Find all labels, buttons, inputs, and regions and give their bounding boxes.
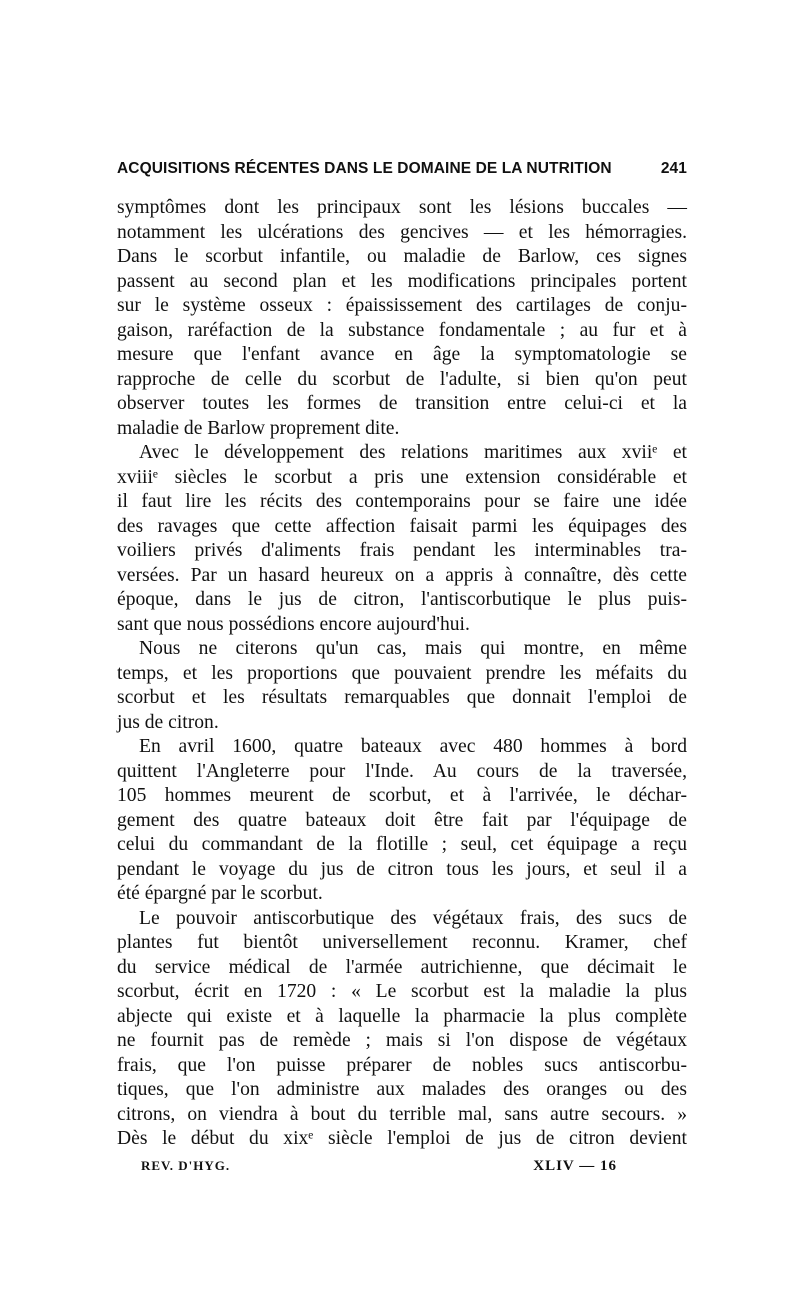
running-title: ACQUISITIONS RÉCENTES DANS LE DOMAINE DE LA NUTRITION [117, 160, 612, 177]
text-line: Le pouvoir antiscorbutique des végétaux frais, des sucs de [139, 907, 687, 929]
text-line: xviiiᵉ siècles le scorbut a pris une extension considérable et [117, 466, 687, 488]
text-line: notamment les ulcérations des gencives — et les hémorragies. [117, 221, 687, 243]
text-line: scorbut, écrit en 1720 : « Le scorbut est la maladie la plus [117, 981, 687, 1002]
text-line: Dans le scorbut infantile, ou maladie de Barlow, ces signes [117, 246, 687, 267]
page-number: 241 [660, 160, 687, 177]
text-line: scorbut et les résultats remarquables que donnait l'emploi de [117, 687, 687, 708]
text-line: pendant le voyage du jus de citron tous les jours, et seul il a [117, 858, 687, 880]
text-line: tiques, que l'on administre aux malades des oranges ou des [117, 1079, 687, 1100]
text-line: abjecte qui existe et à laquelle la pharmacie la plus complète [117, 1005, 687, 1027]
text-line: jus de citron. [117, 711, 219, 733]
text-line: Dès le début du xixᵉ siècle l'emploi de jus de citron devient [117, 1128, 687, 1149]
paragraph [117, 196, 687, 441]
paragraph [117, 637, 687, 735]
book-page [117, 0, 687, 1304]
text-line: des ravages que cette affection faisait parmi les équipages des [117, 515, 687, 537]
volume-signature: XLIV — 16 [533, 1158, 617, 1174]
paragraph [117, 441, 687, 637]
text-line: rapproche de celle du scorbut de l'adulte, si bien qu'on peut [117, 368, 687, 390]
paragraph [117, 735, 687, 907]
text-line: voiliers privés d'aliments frais pendant les interminables tra- [117, 540, 687, 561]
text-line: été épargné par le scorbut. [117, 883, 323, 904]
text-line: passent au second plan et les modifications principales portent [117, 270, 687, 292]
running-head [117, 160, 687, 178]
text-line: frais, que l'on puisse préparer de nobles sucs antiscorbu- [117, 1054, 687, 1076]
paragraph [117, 907, 687, 1152]
text-line: gement des quatre bateaux doit être fait par l'équipage de [117, 809, 687, 831]
text-line: Nous ne citerons qu'un cas, mais qui montre, en même [139, 638, 687, 659]
text-line: sur le système osseux : épaississement des cartilages de conju- [117, 295, 687, 316]
text-line: ne fournit pas de remède ; mais si l'on dispose de végétaux [117, 1030, 687, 1051]
text-line: versées. Par un hasard heureux on a appris à connaître, dès cette [117, 564, 687, 586]
body-text [117, 196, 687, 1152]
text-line: gaison, raréfaction de la substance fondamentale ; au fur et à [117, 319, 687, 341]
text-line: sant que nous possédions encore aujourd'hui. [117, 613, 470, 635]
text-line: mesure que l'enfant avance en âge la symptomatologie se [117, 344, 687, 365]
text-line: celui du commandant de la flotille ; seul, cet équipage a reçu [117, 834, 687, 855]
text-line: plantes fut bientôt universellement reconnu. Kramer, chef [117, 932, 687, 953]
text-line: quittent l'Angleterre pour l'Inde. Au cours de la traversée, [117, 760, 687, 782]
page-footer [141, 1158, 617, 1175]
text-line: citrons, on viendra à bout du terrible mal, sans autre secours. » [117, 1103, 687, 1125]
text-line: époque, dans le jus de citron, l'antiscorbutique le plus puis- [117, 589, 687, 610]
journal-signature: REV. D'HYG. [141, 1158, 231, 1173]
text-line: il faut lire les récits des contemporains pour se faire une idée [117, 491, 687, 512]
text-line: Avec le développement des relations maritimes aux xviiᵉ et [139, 442, 687, 463]
text-line: En avril 1600, quatre bateaux avec 480 hommes à bord [139, 736, 687, 757]
text-line: observer toutes les formes de transition entre celui-ci et la [117, 393, 687, 414]
text-line: du service médical de l'armée autrichienne, que décimait le [117, 956, 687, 978]
text-line: 105 hommes meurent de scorbut, et à l'arrivée, le déchar- [117, 785, 687, 806]
text-line: maladie de Barlow proprement dite. [117, 417, 400, 439]
text-line: temps, et les proportions que pouvaient prendre les méfaits du [117, 662, 687, 684]
text-line: symptômes dont les principaux sont les lésions buccales — [117, 197, 687, 218]
